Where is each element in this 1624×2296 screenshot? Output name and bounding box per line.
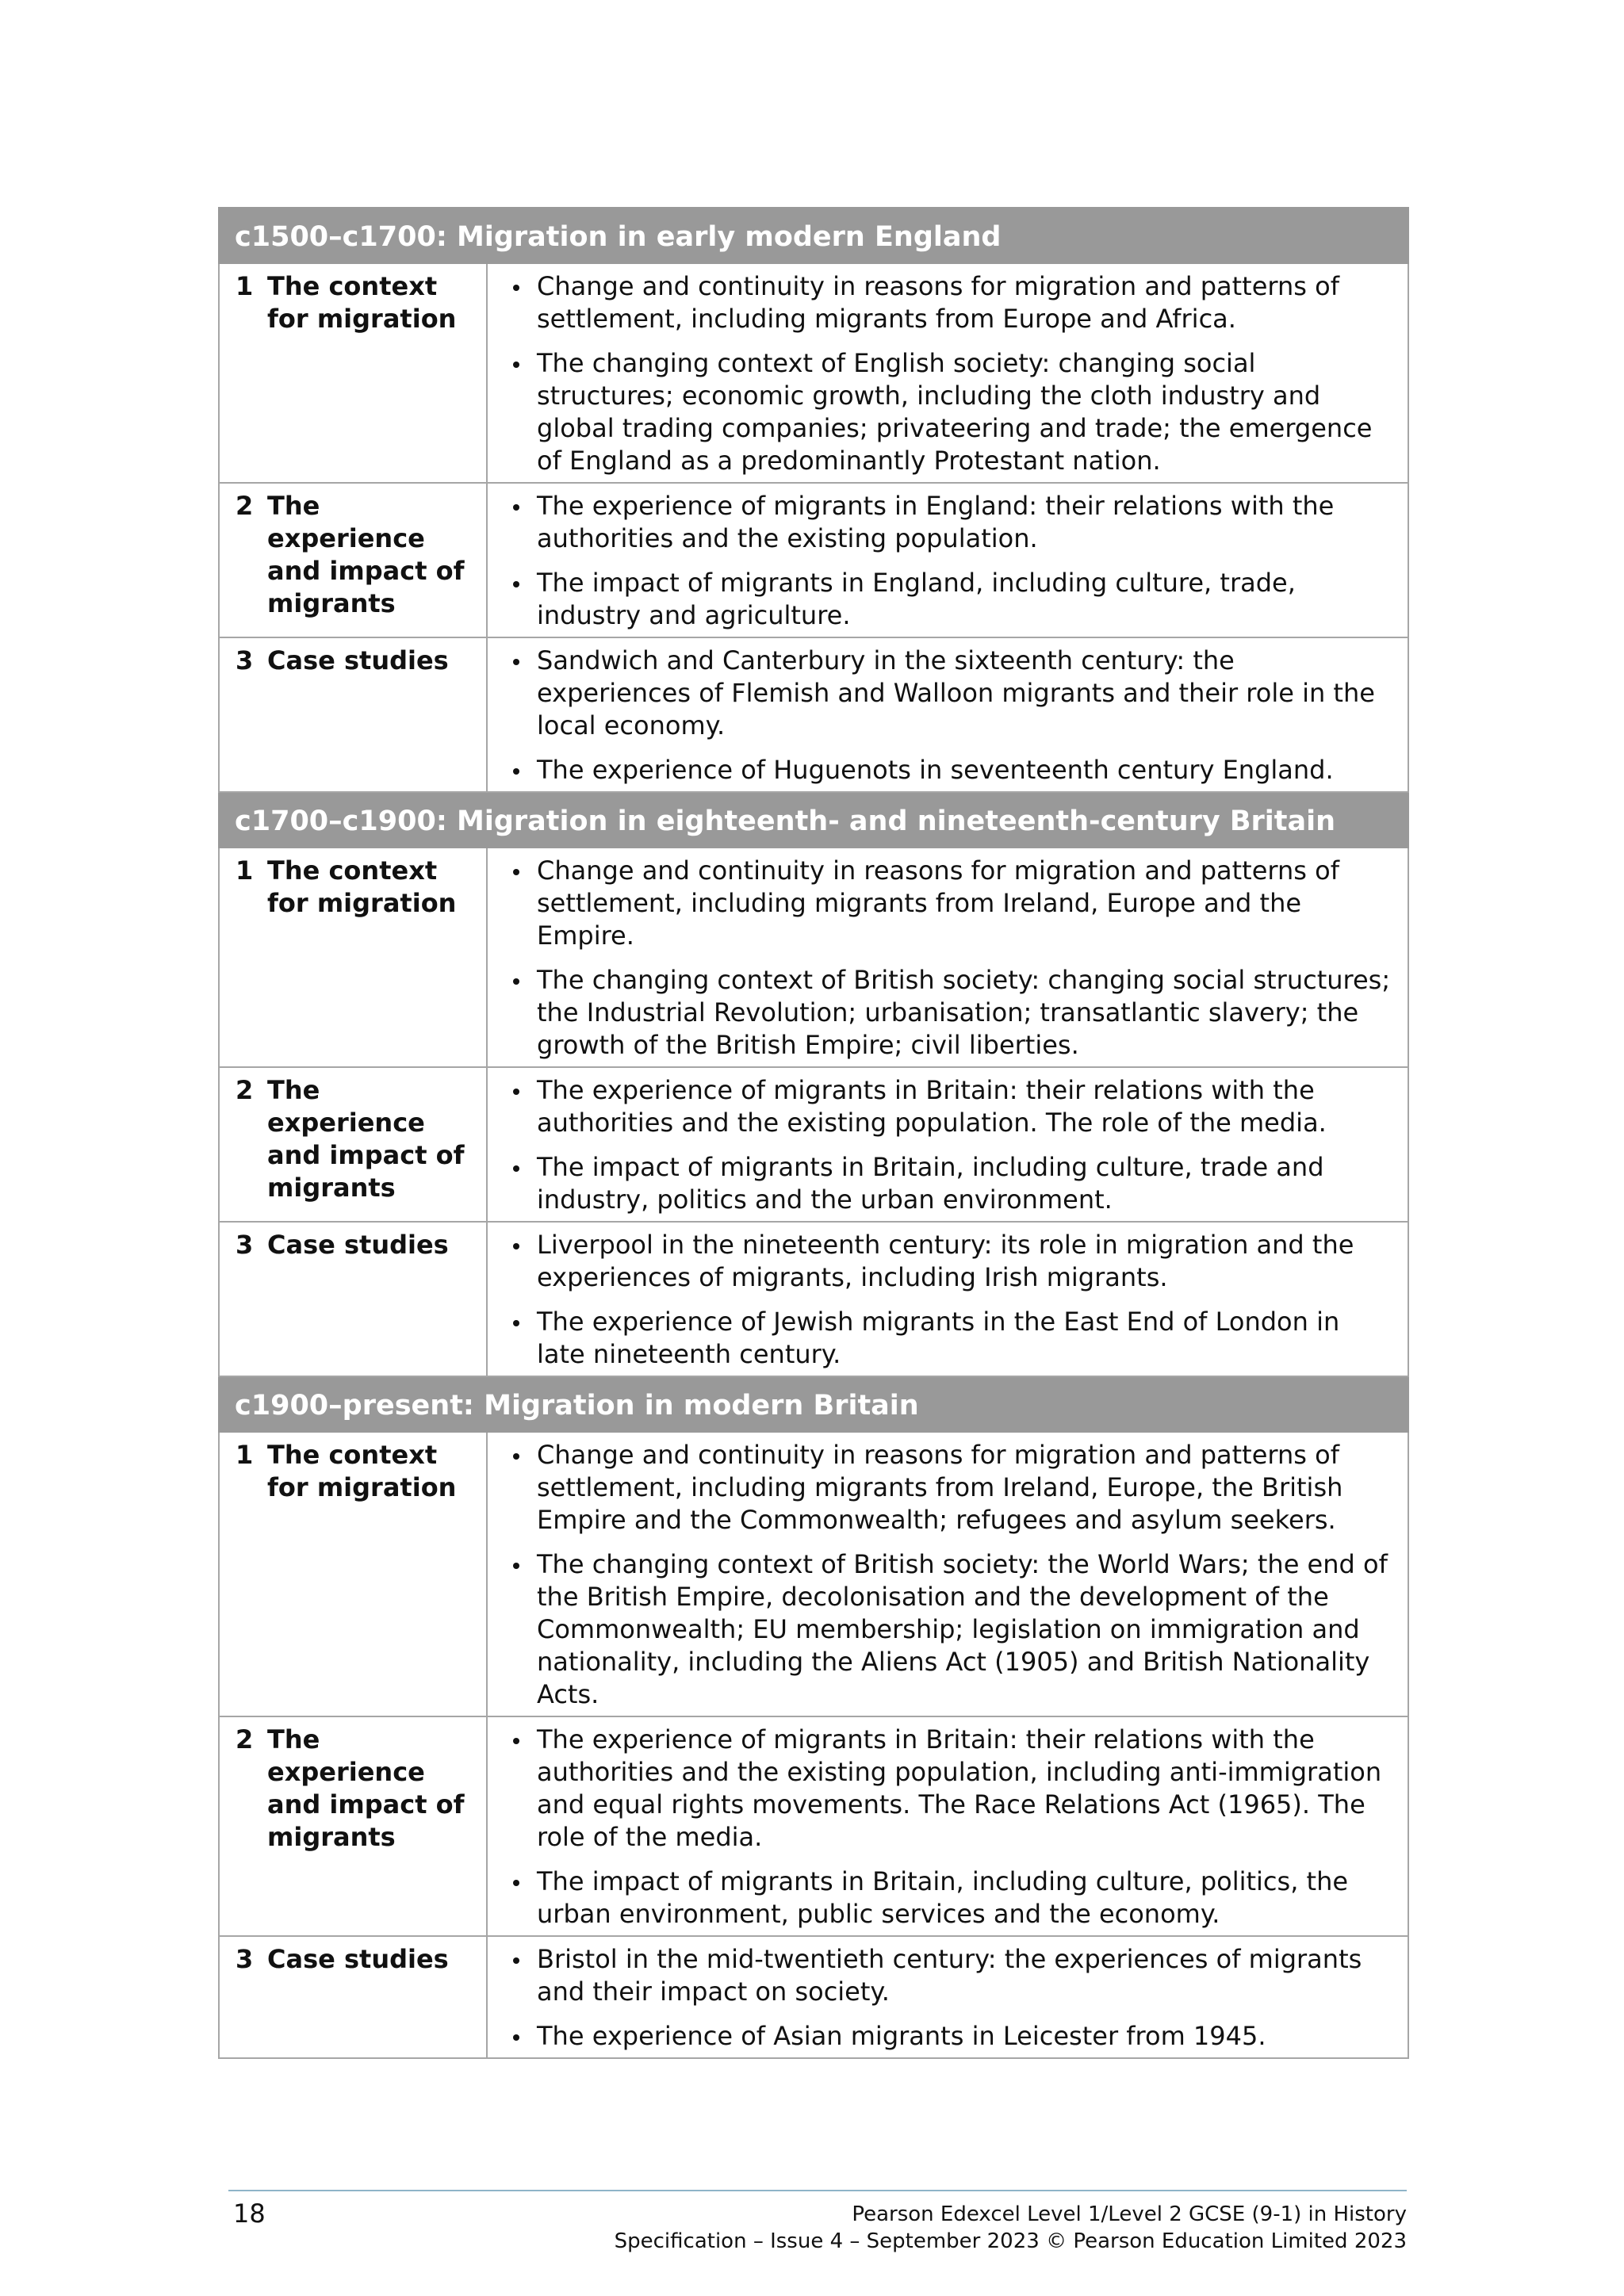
topic-cell <box>219 1067 487 1222</box>
bullet-point: The experience of migrants in Britain: their relations with the authorities and the existing population. The role of the media. <box>504 1074 1392 1139</box>
topic-heading <box>236 490 480 620</box>
topic-number: 1 <box>236 1440 254 1470</box>
topic-label: The context for migration <box>267 271 457 334</box>
topic-cell <box>219 1432 487 1716</box>
bullet-list <box>504 645 1392 786</box>
topic-label: Case studies <box>267 645 449 675</box>
section-header-row <box>219 1376 1408 1432</box>
bullet-point: Sandwich and Canterbury in the sixteenth century: the experiences of Flemish and Walloon migrants and their role in the local economy. <box>504 645 1392 742</box>
topic-row <box>219 483 1408 637</box>
topic-row <box>219 1936 1408 2058</box>
bullet-list <box>504 1439 1392 1711</box>
bullet-point: The impact of migrants in England, including culture, trade, industry and agriculture. <box>504 567 1392 632</box>
bullet-list <box>504 1074 1392 1216</box>
topic-number: 2 <box>236 1724 254 1755</box>
topic-row <box>219 263 1408 483</box>
content-cell <box>487 483 1408 637</box>
section-title: c1500–c1700: Migration in early modern England <box>219 208 1408 263</box>
topic-cell <box>219 848 487 1067</box>
topic-number: 3 <box>236 645 254 675</box>
bullet-point: Bristol in the mid-twentieth century: the experiences of migrants and their impact on society. <box>504 1943 1392 2008</box>
topic-label: Case studies <box>267 1230 449 1260</box>
topic-row <box>219 1716 1408 1936</box>
topic-heading <box>236 1074 480 1204</box>
topic-label: The experience and impact of migrants <box>267 1724 465 1852</box>
topic-label: The context for migration <box>267 1440 457 1502</box>
topic-heading <box>236 270 480 335</box>
topic-row <box>219 1222 1408 1376</box>
bullet-point: Liverpool in the nineteenth century: its role in migration and the experiences of migrants, including Irish migrants. <box>504 1229 1392 1294</box>
specification-table-body <box>219 208 1408 2058</box>
section-header-row <box>219 208 1408 263</box>
footer-line-2: Specification – Issue 4 – September 2023 © Pearson Education Limited 2023 <box>614 2229 1407 2253</box>
topic-number: 3 <box>236 1230 254 1260</box>
content-cell <box>487 263 1408 483</box>
topic-number: 1 <box>236 271 254 301</box>
content-cell <box>487 1936 1408 2058</box>
bullet-point: The experience of Jewish migrants in the East End of London in late nineteenth century. <box>504 1306 1392 1371</box>
bullet-point: The experience of migrants in Britain: their relations with the authorities and the existing population, including anti-immigration and equal rights movements. The Race Relations Act (1965). The role of the media. <box>504 1724 1392 1854</box>
topic-cell <box>219 637 487 792</box>
topic-row <box>219 637 1408 792</box>
footer-text <box>615 2201 1407 2255</box>
bullet-list <box>504 490 1392 632</box>
topic-cell <box>219 1716 487 1936</box>
content-cell <box>487 1067 1408 1222</box>
topic-heading <box>236 645 480 677</box>
specification-table <box>218 207 1409 2059</box>
topic-cell <box>219 1222 487 1376</box>
topic-number: 1 <box>236 855 254 886</box>
bullet-list <box>504 270 1392 477</box>
bullet-point: Change and continuity in reasons for migration and patterns of settlement, including migrants from Ireland, Europe, the British Empire and the Commonwealth; refugees and asylum seekers. <box>504 1439 1392 1536</box>
topic-row <box>219 1432 1408 1716</box>
topic-cell <box>219 263 487 483</box>
topic-label: The experience and impact of migrants <box>267 491 465 618</box>
topic-label: The context for migration <box>267 855 457 918</box>
topic-label: Case studies <box>267 1944 449 1974</box>
topic-heading <box>236 1724 480 1854</box>
topic-heading <box>236 1943 480 1976</box>
topic-row <box>219 1067 1408 1222</box>
section-header-row <box>219 792 1408 848</box>
bullet-point: The experience of migrants in England: their relations with the authorities and the existing population. <box>504 490 1392 555</box>
topic-cell <box>219 483 487 637</box>
topic-heading <box>236 1439 480 1504</box>
bullet-point: The changing context of British society: changing social structures; the Industrial Revolution; urbanisation; transatlantic slavery; the growth of the British Empire; civil liberties. <box>504 964 1392 1062</box>
bullet-point: The experience of Huguenots in seventeenth century England. <box>504 754 1392 786</box>
topic-cell <box>219 1936 487 2058</box>
topic-heading <box>236 1229 480 1261</box>
content-cell <box>487 1222 1408 1376</box>
footer-divider <box>228 2190 1407 2191</box>
content-cell <box>487 1432 1408 1716</box>
section-title: c1700–c1900: Migration in eighteenth- and nineteenth-century Britain <box>219 792 1408 848</box>
bullet-point: The changing context of English society: changing social structures; economic growth, including the cloth industry and global trading companies; privateering and trade; the emergence of England as a predominantly Protestant nation. <box>504 347 1392 477</box>
bullet-point: The impact of migrants in Britain, including culture, trade and industry, politics and the urban environment. <box>504 1151 1392 1216</box>
footer-line-1: Pearson Edexcel Level 1/Level 2 GCSE (9-1) in History <box>852 2202 1407 2226</box>
content-cell <box>487 1716 1408 1936</box>
section-title: c1900–present: Migration in modern Britain <box>219 1376 1408 1432</box>
bullet-point: The impact of migrants in Britain, including culture, politics, the urban environment, public services and the economy. <box>504 1866 1392 1931</box>
topic-heading <box>236 855 480 920</box>
topic-label: The experience and impact of migrants <box>267 1075 465 1203</box>
bullet-list <box>504 855 1392 1062</box>
topic-number: 2 <box>236 1075 254 1105</box>
topic-number: 3 <box>236 1944 254 1974</box>
bullet-list <box>504 1724 1392 1931</box>
content-cell <box>487 637 1408 792</box>
bullet-point: The experience of Asian migrants in Leicester from 1945. <box>504 2020 1392 2053</box>
bullet-point: Change and continuity in reasons for migration and patterns of settlement, including migrants from Europe and Africa. <box>504 270 1392 335</box>
topic-number: 2 <box>236 491 254 521</box>
bullet-list <box>504 1943 1392 2053</box>
page-number: 18 <box>233 2198 266 2229</box>
bullet-list <box>504 1229 1392 1371</box>
content-cell <box>487 848 1408 1067</box>
bullet-point: Change and continuity in reasons for migration and patterns of settlement, including migrants from Ireland, Europe and the Empire. <box>504 855 1392 952</box>
topic-row <box>219 848 1408 1067</box>
bullet-point: The changing context of British society: the World Wars; the end of the British Empire, decolonisation and the development of the Commonwealth; EU membership; legislation on immigration and nationality, including the Aliens Act (1905) and British Nationality Acts. <box>504 1548 1392 1711</box>
